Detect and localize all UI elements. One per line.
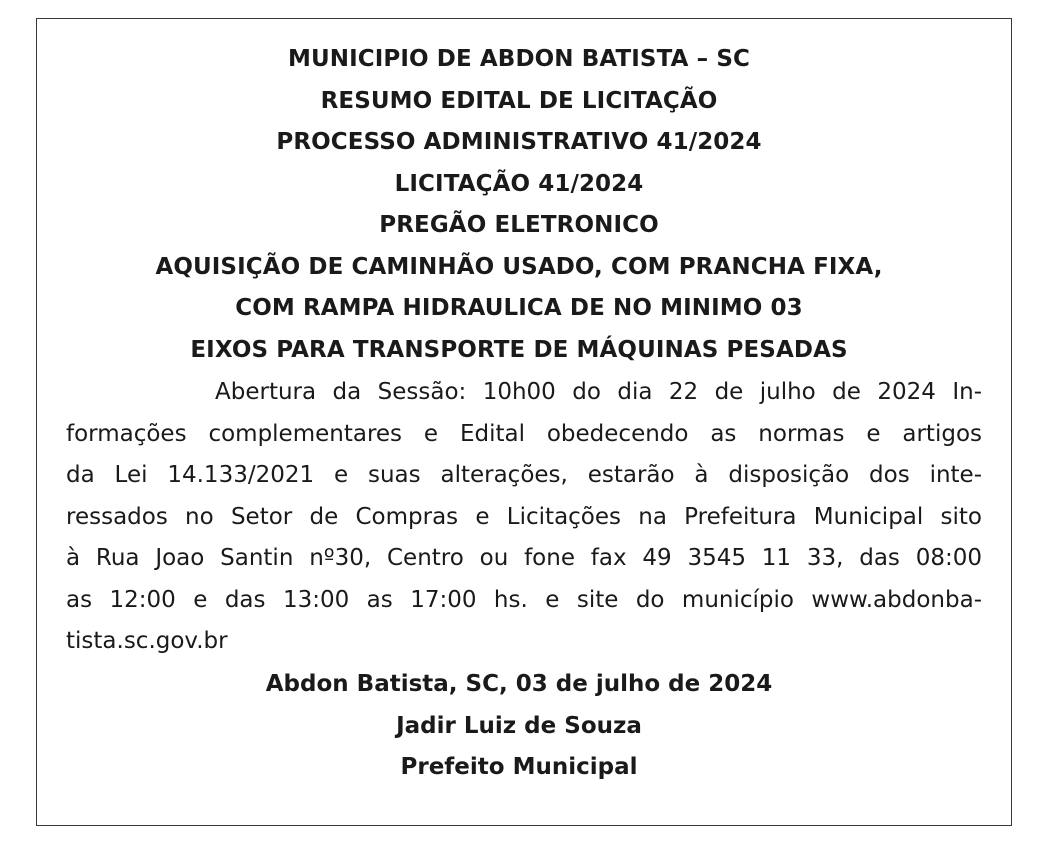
body-line: da Lei 14.133/2021 e suas alterações, estarão à disposição dos inte- bbox=[66, 462, 982, 488]
notice-type: RESUMO EDITAL DE LICITAÇÃO bbox=[320, 87, 718, 114]
municipality-title: MUNICIPIO DE ABDON BATISTA – SC bbox=[288, 46, 750, 72]
signer-title: Prefeito Municipal bbox=[400, 754, 638, 780]
object-line-2: COM RAMPA HIDRAULICA DE NO MINIMO 03 bbox=[235, 295, 803, 321]
bid-number: LICITAÇÃO 41/2024 bbox=[394, 170, 644, 197]
notice-body bbox=[66, 372, 982, 663]
notice-header bbox=[0, 39, 1038, 371]
body-line: formações complementares e Edital obedecendo as normas e artigos bbox=[66, 420, 982, 447]
object-line-1: AQUISIÇÃO DE CAMINHÃO USADO, COM PRANCHA FIXA, bbox=[155, 253, 883, 280]
body-line: tista.sc.gov.br bbox=[66, 628, 228, 654]
object-line-3: EIXOS PARA TRANSPORTE DE MÁQUINAS PESADAS bbox=[190, 336, 848, 363]
body-line: as 12:00 e das 13:00 as 17:00 hs. e site do município www.abdonba- bbox=[66, 586, 982, 613]
body-line: Abertura da Sessão: 10h00 do dia 22 de julho de 2024 In- bbox=[215, 379, 982, 405]
body-line: à Rua Joao Santin nº30, Centro ou fone fax 49 3545 11 33, das 08:00 bbox=[66, 545, 982, 571]
place-date: Abdon Batista, SC, 03 de julho de 2024 bbox=[265, 671, 773, 697]
process-number: PROCESSO ADMINISTRATIVO 41/2024 bbox=[276, 129, 762, 155]
body-line: ressados no Setor de Compras e Licitações na Prefeitura Municipal sito bbox=[66, 503, 982, 530]
signature-block bbox=[0, 664, 1038, 789]
signer-name: Jadir Luiz de Souza bbox=[396, 712, 642, 739]
bid-modality: PREGÃO ELETRONICO bbox=[379, 212, 659, 238]
